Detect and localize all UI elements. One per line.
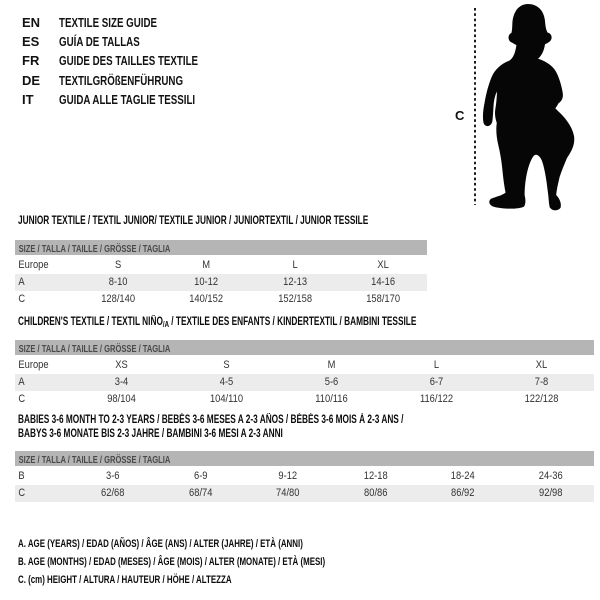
size-cell: 152/158 <box>277 293 312 305</box>
size-cell: 5-6 <box>324 376 339 388</box>
section-title-text: CHILDREN'S TEXTILE / TEXTIL NIÑO <box>18 316 163 328</box>
row-label: B <box>18 470 25 482</box>
babies-table-body <box>15 468 594 502</box>
size-cell: 12-18 <box>363 470 388 482</box>
size-header-band <box>15 451 594 466</box>
baby-height-figure <box>450 0 590 215</box>
size-cell: 86/92 <box>451 487 475 499</box>
table-row <box>15 291 427 308</box>
table-row <box>15 257 427 274</box>
table-row <box>15 374 594 391</box>
language-code: FR <box>22 53 40 69</box>
size-cell: 3-4 <box>114 376 129 388</box>
size-cell: M <box>327 359 336 371</box>
language-row-es <box>22 32 244 51</box>
size-cell: L <box>292 259 298 271</box>
language-code: IT <box>22 91 34 107</box>
size-header-band <box>15 340 594 355</box>
language-code: EN <box>22 15 41 30</box>
size-cell: S <box>115 259 122 271</box>
size-cell: 92/98 <box>538 487 562 499</box>
size-cell: 62/68 <box>101 487 125 499</box>
size-cell: 98/104 <box>107 393 136 405</box>
language-list <box>22 13 244 109</box>
size-cell: 74/80 <box>276 487 300 499</box>
footnote-b: B. AGE (MONTHS) / EDAD (MESES) / ÂGE (MOIS) / ALTER (MONATE) / ETÀ (MESI) <box>18 556 326 568</box>
size-cell: 7-8 <box>534 376 549 388</box>
height-marker-label: C <box>455 108 465 123</box>
size-cell: 18-24 <box>450 470 475 482</box>
size-cell: S <box>223 359 230 371</box>
size-cell: XL <box>377 259 389 271</box>
toddler-silhouette-icon <box>483 4 574 210</box>
size-cell: 10-12 <box>194 276 219 288</box>
size-header-label: SIZE / TALLA / TAILLE / GRÖSSE / TAGLIA <box>18 454 171 466</box>
row-label: C <box>18 487 26 499</box>
size-cell: 140/152 <box>189 293 224 305</box>
size-cell: 24-36 <box>538 470 563 482</box>
language-label: GUIDA ALLE TAGLIE TESSILI <box>59 91 196 107</box>
size-cell: XS <box>115 359 128 371</box>
row-label: A <box>18 376 25 388</box>
junior-size-table <box>15 240 427 308</box>
section-title-subscript: /A <box>162 319 170 329</box>
size-cell: M <box>202 259 211 271</box>
table-row <box>15 357 594 374</box>
language-row-fr <box>22 51 244 70</box>
table-row <box>15 485 594 502</box>
size-cell: 6-7 <box>429 376 444 388</box>
size-cell: 14-16 <box>370 276 395 288</box>
section-title-babies <box>18 414 553 441</box>
table-row <box>15 468 594 485</box>
size-cell: XL <box>535 359 548 371</box>
size-cell: L <box>433 359 440 371</box>
children-table-body <box>15 357 594 408</box>
size-header-label: SIZE / TALLA / TAILLE / GRÖSSE / TAGLIA <box>18 243 171 255</box>
footnote-a: A. AGE (YEARS) / EDAD (AÑOS) / ÂGE (ANS) / ALTER (JAHRE) / ETÀ (ANNI) <box>18 538 303 550</box>
section-title-text: / TEXTILE DES ENFANTS / KINDERTEXTIL / BAMBINI TESSILE <box>169 316 417 328</box>
language-label: GUÍA DE TALLAS <box>59 34 140 50</box>
row-label: Europe <box>18 359 49 371</box>
size-cell: 6-9 <box>193 470 208 482</box>
row-label: Europe <box>18 259 49 271</box>
size-cell: 3-6 <box>105 470 120 482</box>
size-cell: 158/170 <box>365 293 400 305</box>
section-title-children <box>18 316 416 330</box>
size-cell: 116/122 <box>419 393 454 405</box>
section-title-text: JUNIOR TEXTILE / TEXTIL JUNIOR/ TEXTILE JUNIOR / JUNIORTEXTIL / JUNIOR TESSILE <box>18 215 369 227</box>
legend-footnotes <box>18 535 445 589</box>
language-label: TEXTILGRÖßENFÜHRUNG <box>59 72 184 88</box>
size-cell: 128/140 <box>101 293 136 305</box>
size-cell: 8-10 <box>108 276 128 288</box>
size-cell: 80/86 <box>363 487 387 499</box>
row-label: A <box>18 276 25 288</box>
section-title-text: BABIES 3-6 MONTH TO 2-3 YEARS / BEBÉS 3-6 MESES A 2-3 AÑOS / BÉBÉS 3-6 MOIS À 2-3 ANS / <box>18 414 404 426</box>
size-cell: 68/74 <box>188 487 212 499</box>
row-label: C <box>18 393 26 405</box>
table-row <box>15 391 594 408</box>
size-cell: 110/116 <box>315 393 348 405</box>
size-cell: 122/128 <box>524 393 559 405</box>
language-row-de <box>22 71 244 90</box>
language-code: DE <box>22 72 41 88</box>
footnote-c: C. (cm) HEIGHT / ALTURA / HAUTEUR / HÖHE / ALTEZZA <box>18 574 232 586</box>
language-row-en <box>22 13 244 32</box>
language-row-it <box>22 90 244 109</box>
size-cell: 104/110 <box>209 393 244 405</box>
language-label: GUIDE DES TAILLES TEXTILE <box>59 53 199 69</box>
junior-table-body <box>15 257 427 308</box>
size-cell: 12-13 <box>282 276 307 288</box>
size-cell: 4-5 <box>219 376 234 388</box>
babies-size-table <box>15 451 594 502</box>
section-title-junior <box>18 215 368 229</box>
language-label: TEXTILE SIZE GUIDE <box>59 15 158 30</box>
row-label: C <box>18 293 26 305</box>
size-header-label: SIZE / TALLA / TAILLE / GRÖSSE / TAGLIA <box>18 343 171 355</box>
language-code: ES <box>22 34 40 50</box>
size-header-band <box>15 240 427 255</box>
children-size-table <box>15 340 594 408</box>
section-title-line1 <box>18 414 403 428</box>
table-row <box>15 274 427 291</box>
section-title-line2: BABYS 3-6 MONATE BIS 2-3 JAHRE / BAMBINI 3-6 MESI A 2-3 ANNI <box>18 427 283 440</box>
size-cell: 9-12 <box>278 470 298 482</box>
